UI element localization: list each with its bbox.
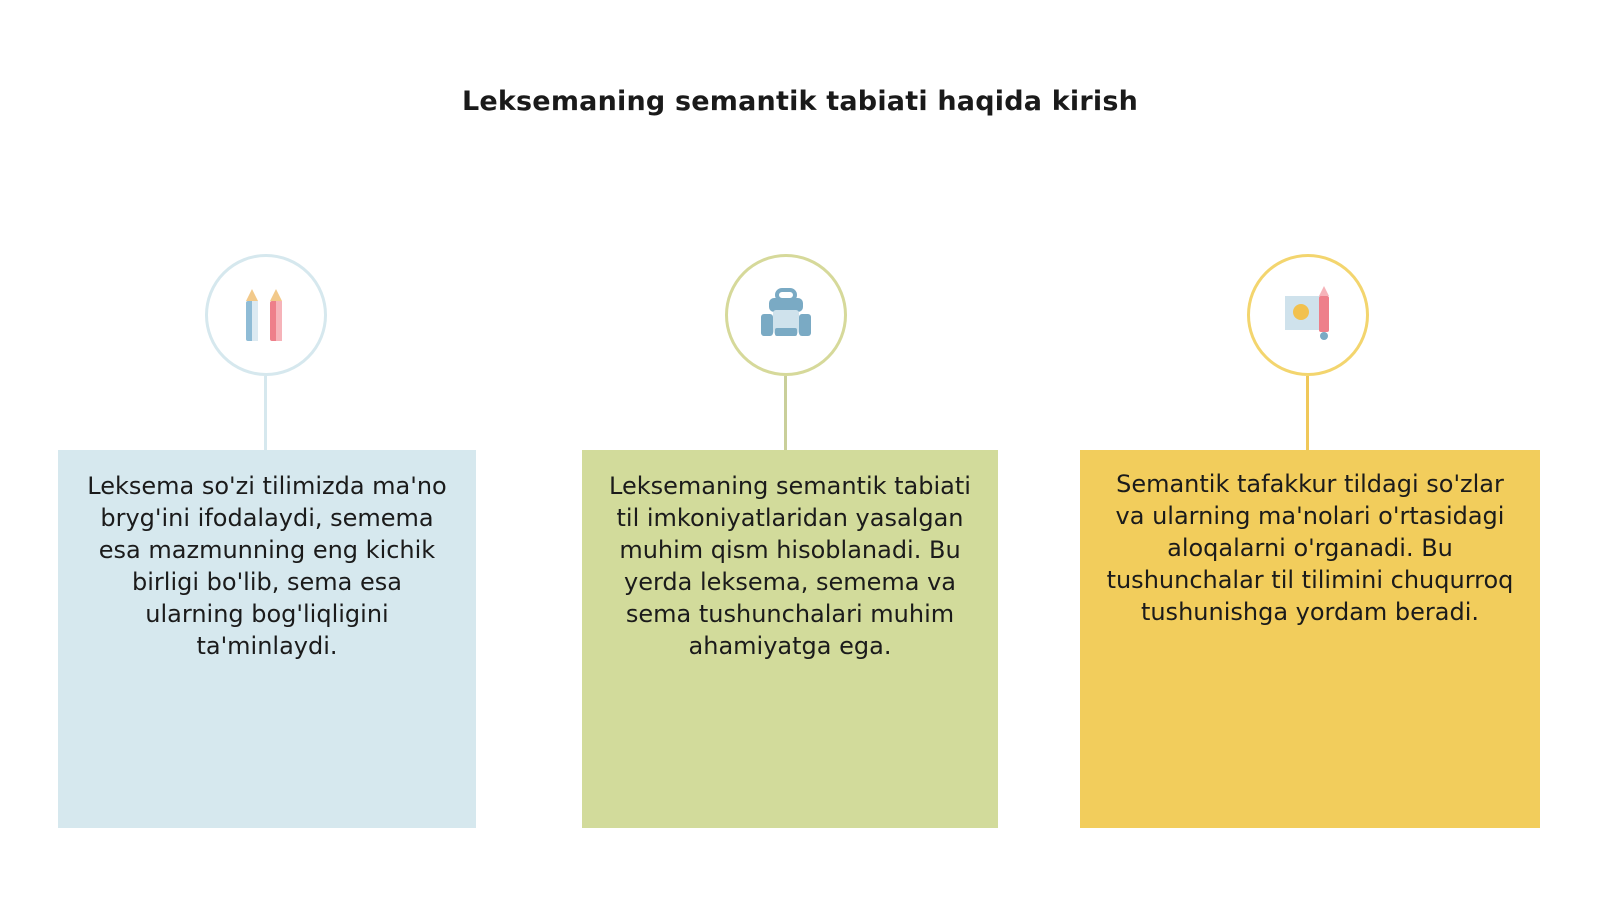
- step-2-icon-circle: [725, 254, 847, 376]
- step-1-icon-circle: [205, 254, 327, 376]
- pencils-icon: [236, 283, 296, 347]
- step-2-connector: [784, 376, 787, 452]
- step-3-icon-circle: [1247, 254, 1369, 376]
- drawing-board-icon: [1277, 284, 1339, 346]
- page-title: Leksemaning semantik tabiati haqida kirish: [461, 86, 1139, 117]
- step-3-text: Semantik tafakkur tildagi so'zlar va ularning ma'nolari o'rtasidagi aloqalarni o'rganadi. Bu tushunchalar til tilimini chuqurroq tushunishga yordam beradi.: [1106, 470, 1514, 626]
- step-3-connector: [1306, 376, 1309, 452]
- step-3-card: [1080, 450, 1540, 828]
- step-1-connector: [264, 376, 267, 452]
- backpack-icon: [755, 284, 817, 346]
- step-1-text: Leksema so'zi tilimizda ma'no bryg'ini ifodalaydi, semema esa mazmunning eng kichik birligi bo'lib, sema esa ularning bog'liqligini ta'minlaydi.: [87, 472, 447, 660]
- step-1-card: [58, 450, 476, 828]
- step-2-card: [582, 450, 998, 828]
- step-2-text: Leksemaning semantik tabiati til imkoniyatlaridan yasalgan muhim qism hisoblanadi. Bu yerda leksema, semema va sema tushunchalari muhim ahamiyatga ega.: [609, 472, 971, 660]
